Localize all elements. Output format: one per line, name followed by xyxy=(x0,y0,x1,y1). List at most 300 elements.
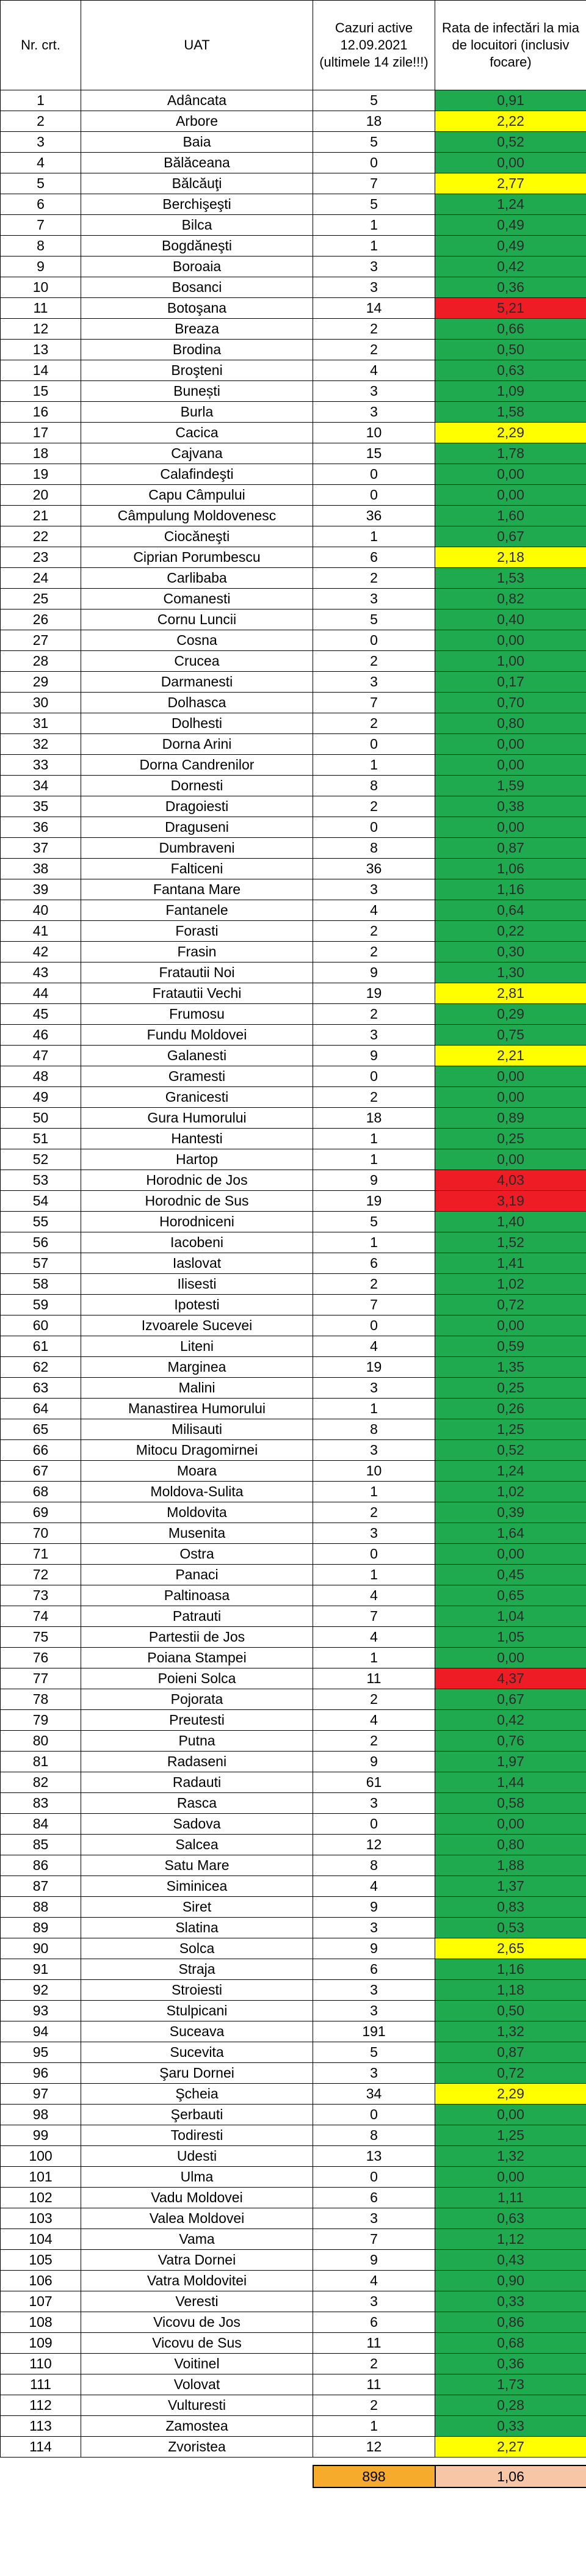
active-cases-cell[interactable]: 2 xyxy=(313,651,435,672)
active-cases-cell[interactable]: 19 xyxy=(313,1357,435,1378)
active-cases-cell[interactable]: 15 xyxy=(313,443,435,464)
infection-rate-cell[interactable]: 0,00 xyxy=(435,1544,586,1565)
uat-name-cell[interactable]: Ulma xyxy=(81,2167,313,2188)
infection-rate-cell[interactable]: 1,06 xyxy=(435,859,586,879)
infection-rate-cell[interactable]: 3,19 xyxy=(435,1191,586,1212)
active-cases-cell[interactable]: 1 xyxy=(313,1129,435,1149)
row-number-cell[interactable]: 80 xyxy=(1,1731,81,1752)
uat-name-cell[interactable]: Horodniceni xyxy=(81,1212,313,1232)
infection-rate-cell[interactable]: 0,00 xyxy=(435,1648,586,1668)
row-number-cell[interactable]: 59 xyxy=(1,1295,81,1315)
uat-name-cell[interactable]: Broşteni xyxy=(81,360,313,381)
infection-rate-cell[interactable]: 1,88 xyxy=(435,1855,586,1876)
active-cases-cell[interactable]: 3 xyxy=(313,2208,435,2229)
active-cases-cell[interactable]: 3 xyxy=(313,277,435,298)
active-cases-cell[interactable]: 2 xyxy=(313,796,435,817)
infection-rate-cell[interactable]: 1,35 xyxy=(435,1357,586,1378)
total-cases-cell[interactable]: 898 xyxy=(313,2465,435,2487)
row-number-cell[interactable]: 3 xyxy=(1,132,81,153)
infection-rate-cell[interactable]: 0,45 xyxy=(435,1565,586,1585)
uat-name-cell[interactable]: Bilca xyxy=(81,215,313,236)
row-number-cell[interactable]: 86 xyxy=(1,1855,81,1876)
active-cases-cell[interactable]: 2 xyxy=(313,2395,435,2416)
infection-rate-cell[interactable]: 1,52 xyxy=(435,1232,586,1253)
row-number-cell[interactable]: 1 xyxy=(1,90,81,111)
row-number-cell[interactable]: 88 xyxy=(1,1897,81,1918)
infection-rate-cell[interactable]: 0,42 xyxy=(435,257,586,277)
infection-rate-cell[interactable]: 1,64 xyxy=(435,1523,586,1544)
active-cases-cell[interactable]: 8 xyxy=(313,776,435,796)
infection-rate-cell[interactable]: 0,33 xyxy=(435,2416,586,2437)
uat-name-cell[interactable]: Vatra Moldovitei xyxy=(81,2271,313,2291)
row-number-cell[interactable]: 84 xyxy=(1,1814,81,1835)
row-number-cell[interactable]: 24 xyxy=(1,568,81,589)
row-number-cell[interactable]: 99 xyxy=(1,2125,81,2146)
row-number-cell[interactable]: 7 xyxy=(1,215,81,236)
row-number-cell[interactable]: 43 xyxy=(1,962,81,983)
infection-rate-cell[interactable]: 0,76 xyxy=(435,1731,586,1752)
uat-name-cell[interactable]: Crucea xyxy=(81,651,313,672)
infection-rate-cell[interactable]: 1,24 xyxy=(435,1461,586,1482)
active-cases-cell[interactable]: 1 xyxy=(313,215,435,236)
uat-name-cell[interactable]: Volovat xyxy=(81,2374,313,2395)
active-cases-cell[interactable]: 0 xyxy=(313,1315,435,1336)
infection-rate-cell[interactable]: 1,53 xyxy=(435,568,586,589)
active-cases-cell[interactable]: 3 xyxy=(313,402,435,423)
infection-rate-cell[interactable]: 1,05 xyxy=(435,1627,586,1648)
uat-name-cell[interactable]: Arbore xyxy=(81,111,313,132)
row-number-cell[interactable]: 91 xyxy=(1,1959,81,1980)
active-cases-cell[interactable]: 19 xyxy=(313,983,435,1004)
uat-name-cell[interactable]: Vatra Dornei xyxy=(81,2250,313,2271)
row-number-cell[interactable]: 93 xyxy=(1,2001,81,2021)
row-number-cell[interactable]: 89 xyxy=(1,1918,81,1938)
active-cases-cell[interactable]: 0 xyxy=(313,2167,435,2188)
uat-name-cell[interactable]: Mitocu Dragomirnei xyxy=(81,1440,313,1461)
infection-rate-cell[interactable]: 1,44 xyxy=(435,1772,586,1793)
row-number-cell[interactable]: 15 xyxy=(1,381,81,402)
infection-rate-cell[interactable]: 0,30 xyxy=(435,942,586,962)
uat-name-cell[interactable]: Şaru Dornei xyxy=(81,2063,313,2084)
active-cases-cell[interactable]: 3 xyxy=(313,2001,435,2021)
active-cases-cell[interactable]: 1 xyxy=(313,1482,435,1502)
active-cases-cell[interactable]: 8 xyxy=(313,838,435,859)
row-number-cell[interactable]: 9 xyxy=(1,257,81,277)
infection-rate-cell[interactable]: 1,02 xyxy=(435,1274,586,1295)
infection-rate-cell[interactable]: 0,87 xyxy=(435,838,586,859)
row-number-cell[interactable]: 73 xyxy=(1,1585,81,1606)
row-number-cell[interactable]: 63 xyxy=(1,1378,81,1399)
uat-name-cell[interactable]: Iaslovat xyxy=(81,1253,313,1274)
infection-rate-cell[interactable]: 2,21 xyxy=(435,1046,586,1066)
uat-name-cell[interactable]: Veresti xyxy=(81,2291,313,2312)
active-cases-cell[interactable]: 2 xyxy=(313,1502,435,1523)
infection-rate-cell[interactable]: 0,28 xyxy=(435,2395,586,2416)
active-cases-cell[interactable]: 6 xyxy=(313,547,435,568)
infection-rate-cell[interactable]: 0,38 xyxy=(435,796,586,817)
uat-name-cell[interactable]: Siminicea xyxy=(81,1876,313,1897)
row-number-cell[interactable]: 106 xyxy=(1,2271,81,2291)
uat-name-cell[interactable]: Stulpicani xyxy=(81,2001,313,2021)
active-cases-cell[interactable]: 4 xyxy=(313,1876,435,1897)
infection-rate-cell[interactable]: 2,29 xyxy=(435,2084,586,2105)
uat-name-cell[interactable]: Fundu Moldovei xyxy=(81,1025,313,1046)
infection-rate-cell[interactable]: 1,40 xyxy=(435,1212,586,1232)
active-cases-cell[interactable]: 2 xyxy=(313,1004,435,1025)
active-cases-cell[interactable]: 34 xyxy=(313,2084,435,2105)
infection-rate-cell[interactable]: 0,50 xyxy=(435,2001,586,2021)
infection-rate-cell[interactable]: 0,59 xyxy=(435,1336,586,1357)
infection-rate-cell[interactable]: 0,00 xyxy=(435,2105,586,2125)
row-number-cell[interactable]: 16 xyxy=(1,402,81,423)
row-number-cell[interactable]: 42 xyxy=(1,942,81,962)
infection-rate-cell[interactable]: 0,00 xyxy=(435,485,586,506)
uat-name-cell[interactable]: Paltinoasa xyxy=(81,1585,313,1606)
active-cases-cell[interactable]: 4 xyxy=(313,1710,435,1731)
uat-name-cell[interactable]: Adâncata xyxy=(81,90,313,111)
infection-rate-cell[interactable]: 0,00 xyxy=(435,1149,586,1170)
uat-name-cell[interactable]: Vicovu de Sus xyxy=(81,2333,313,2354)
uat-name-cell[interactable]: Poieni Solca xyxy=(81,1668,313,1689)
infection-rate-cell[interactable]: 0,22 xyxy=(435,921,586,942)
uat-name-cell[interactable]: Panaci xyxy=(81,1565,313,1585)
row-number-cell[interactable]: 19 xyxy=(1,464,81,485)
infection-rate-cell[interactable]: 0,17 xyxy=(435,672,586,693)
infection-rate-cell[interactable]: 0,72 xyxy=(435,1295,586,1315)
uat-name-cell[interactable]: Bunești xyxy=(81,381,313,402)
row-number-cell[interactable]: 94 xyxy=(1,2021,81,2042)
total-rate-cell[interactable]: 1,06 xyxy=(435,2465,586,2487)
active-cases-cell[interactable]: 18 xyxy=(313,111,435,132)
infection-rate-cell[interactable]: 0,49 xyxy=(435,215,586,236)
uat-name-cell[interactable]: Dumbraveni xyxy=(81,838,313,859)
infection-rate-cell[interactable]: 0,00 xyxy=(435,1315,586,1336)
uat-name-cell[interactable]: Cosna xyxy=(81,630,313,651)
active-cases-cell[interactable]: 10 xyxy=(313,423,435,443)
uat-name-cell[interactable]: Dragoiesti xyxy=(81,796,313,817)
uat-name-cell[interactable]: Fantana Mare xyxy=(81,879,313,900)
row-number-cell[interactable]: 45 xyxy=(1,1004,81,1025)
active-cases-cell[interactable]: 2 xyxy=(313,1274,435,1295)
infection-rate-cell[interactable]: 0,33 xyxy=(435,2291,586,2312)
uat-name-cell[interactable]: Moara xyxy=(81,1461,313,1482)
uat-name-cell[interactable]: Horodnic de Jos xyxy=(81,1170,313,1191)
active-cases-cell[interactable]: 4 xyxy=(313,900,435,921)
active-cases-cell[interactable]: 8 xyxy=(313,1419,435,1440)
active-cases-cell[interactable]: 0 xyxy=(313,1066,435,1087)
uat-name-cell[interactable]: Valea Moldovei xyxy=(81,2208,313,2229)
infection-rate-cell[interactable]: 0,63 xyxy=(435,2208,586,2229)
active-cases-cell[interactable]: 4 xyxy=(313,1336,435,1357)
uat-name-cell[interactable]: Burla xyxy=(81,402,313,423)
row-number-cell[interactable]: 6 xyxy=(1,194,81,215)
infection-rate-cell[interactable]: 1,37 xyxy=(435,1876,586,1897)
uat-name-cell[interactable]: Satu Mare xyxy=(81,1855,313,1876)
infection-rate-cell[interactable]: 2,29 xyxy=(435,423,586,443)
active-cases-cell[interactable]: 5 xyxy=(313,132,435,153)
active-cases-cell[interactable]: 1 xyxy=(313,1565,435,1585)
active-cases-cell[interactable]: 10 xyxy=(313,1461,435,1482)
infection-rate-cell[interactable]: 0,43 xyxy=(435,2250,586,2271)
uat-name-cell[interactable]: Stroiesti xyxy=(81,1980,313,2001)
active-cases-cell[interactable]: 7 xyxy=(313,693,435,713)
row-number-cell[interactable]: 108 xyxy=(1,2312,81,2333)
row-number-cell[interactable]: 69 xyxy=(1,1502,81,1523)
infection-rate-cell[interactable]: 1,60 xyxy=(435,506,586,526)
uat-name-cell[interactable]: Ciocăneşti xyxy=(81,526,313,547)
row-number-cell[interactable]: 79 xyxy=(1,1710,81,1731)
row-number-cell[interactable]: 96 xyxy=(1,2063,81,2084)
uat-name-cell[interactable]: Brodina xyxy=(81,340,313,360)
active-cases-cell[interactable]: 11 xyxy=(313,2374,435,2395)
uat-name-cell[interactable]: Poiana Stampei xyxy=(81,1648,313,1668)
row-number-cell[interactable]: 31 xyxy=(1,713,81,734)
uat-name-cell[interactable]: Voitinel xyxy=(81,2354,313,2374)
uat-name-cell[interactable]: Todiresti xyxy=(81,2125,313,2146)
header-uat[interactable]: UAT xyxy=(81,1,313,90)
uat-name-cell[interactable]: Dolhesti xyxy=(81,713,313,734)
uat-name-cell[interactable]: Liteni xyxy=(81,1336,313,1357)
row-number-cell[interactable]: 83 xyxy=(1,1793,81,1814)
uat-name-cell[interactable]: Rasca xyxy=(81,1793,313,1814)
row-number-cell[interactable]: 13 xyxy=(1,340,81,360)
infection-rate-cell[interactable]: 1,30 xyxy=(435,962,586,983)
active-cases-cell[interactable]: 2 xyxy=(313,713,435,734)
active-cases-cell[interactable]: 3 xyxy=(313,257,435,277)
active-cases-cell[interactable]: 9 xyxy=(313,1938,435,1959)
active-cases-cell[interactable]: 13 xyxy=(313,2146,435,2167)
uat-name-cell[interactable]: Suceava xyxy=(81,2021,313,2042)
row-number-cell[interactable]: 17 xyxy=(1,423,81,443)
row-number-cell[interactable]: 62 xyxy=(1,1357,81,1378)
row-number-cell[interactable]: 14 xyxy=(1,360,81,381)
active-cases-cell[interactable]: 7 xyxy=(313,1606,435,1627)
active-cases-cell[interactable]: 1 xyxy=(313,1399,435,1419)
uat-name-cell[interactable]: Malini xyxy=(81,1378,313,1399)
infection-rate-cell[interactable]: 1,58 xyxy=(435,402,586,423)
row-number-cell[interactable]: 72 xyxy=(1,1565,81,1585)
infection-rate-cell[interactable]: 1,32 xyxy=(435,2146,586,2167)
row-number-cell[interactable]: 64 xyxy=(1,1399,81,1419)
row-number-cell[interactable]: 70 xyxy=(1,1523,81,1544)
infection-rate-cell[interactable]: 0,65 xyxy=(435,1585,586,1606)
active-cases-cell[interactable]: 61 xyxy=(313,1772,435,1793)
row-number-cell[interactable]: 81 xyxy=(1,1752,81,1772)
row-number-cell[interactable]: 105 xyxy=(1,2250,81,2271)
active-cases-cell[interactable]: 3 xyxy=(313,2063,435,2084)
row-number-cell[interactable]: 5 xyxy=(1,173,81,194)
row-number-cell[interactable]: 12 xyxy=(1,319,81,340)
active-cases-cell[interactable]: 4 xyxy=(313,2271,435,2291)
active-cases-cell[interactable]: 1 xyxy=(313,236,435,257)
row-number-cell[interactable]: 30 xyxy=(1,693,81,713)
uat-name-cell[interactable]: Gura Humorului xyxy=(81,1108,313,1129)
row-number-cell[interactable]: 44 xyxy=(1,983,81,1004)
active-cases-cell[interactable]: 2 xyxy=(313,568,435,589)
row-number-cell[interactable]: 29 xyxy=(1,672,81,693)
active-cases-cell[interactable]: 9 xyxy=(313,2250,435,2271)
uat-name-cell[interactable]: Comanesti xyxy=(81,589,313,609)
uat-name-cell[interactable]: Radaseni xyxy=(81,1752,313,1772)
uat-name-cell[interactable]: Bogdăneşti xyxy=(81,236,313,257)
active-cases-cell[interactable]: 3 xyxy=(313,589,435,609)
uat-name-cell[interactable]: Vulturesti xyxy=(81,2395,313,2416)
infection-rate-cell[interactable]: 0,70 xyxy=(435,693,586,713)
uat-name-cell[interactable]: Baia xyxy=(81,132,313,153)
row-number-cell[interactable]: 28 xyxy=(1,651,81,672)
infection-rate-cell[interactable]: 0,67 xyxy=(435,1689,586,1710)
infection-rate-cell[interactable]: 1,73 xyxy=(435,2374,586,2395)
active-cases-cell[interactable]: 19 xyxy=(313,1191,435,1212)
uat-name-cell[interactable]: Cornu Luncii xyxy=(81,609,313,630)
infection-rate-cell[interactable]: 1,16 xyxy=(435,879,586,900)
infection-rate-cell[interactable]: 0,86 xyxy=(435,2312,586,2333)
active-cases-cell[interactable]: 0 xyxy=(313,1544,435,1565)
uat-name-cell[interactable]: Dornesti xyxy=(81,776,313,796)
active-cases-cell[interactable]: 5 xyxy=(313,609,435,630)
row-number-cell[interactable]: 4 xyxy=(1,153,81,173)
infection-rate-cell[interactable]: 0,00 xyxy=(435,734,586,755)
active-cases-cell[interactable]: 3 xyxy=(313,879,435,900)
infection-rate-cell[interactable]: 1,78 xyxy=(435,443,586,464)
infection-rate-cell[interactable]: 0,25 xyxy=(435,1129,586,1149)
active-cases-cell[interactable]: 0 xyxy=(313,464,435,485)
uat-name-cell[interactable]: Milisauti xyxy=(81,1419,313,1440)
row-number-cell[interactable]: 40 xyxy=(1,900,81,921)
row-number-cell[interactable]: 100 xyxy=(1,2146,81,2167)
infection-rate-cell[interactable]: 1,41 xyxy=(435,1253,586,1274)
row-number-cell[interactable]: 101 xyxy=(1,2167,81,2188)
infection-rate-cell[interactable]: 0,87 xyxy=(435,2042,586,2063)
infection-rate-cell[interactable]: 1,16 xyxy=(435,1959,586,1980)
row-number-cell[interactable]: 75 xyxy=(1,1627,81,1648)
infection-rate-cell[interactable]: 0,36 xyxy=(435,277,586,298)
infection-rate-cell[interactable]: 1,25 xyxy=(435,2125,586,2146)
row-number-cell[interactable]: 90 xyxy=(1,1938,81,1959)
infection-rate-cell[interactable]: 1,25 xyxy=(435,1419,586,1440)
active-cases-cell[interactable]: 1 xyxy=(313,1149,435,1170)
infection-rate-cell[interactable]: 0,00 xyxy=(435,2167,586,2188)
row-number-cell[interactable]: 58 xyxy=(1,1274,81,1295)
uat-name-cell[interactable]: Straja xyxy=(81,1959,313,1980)
uat-name-cell[interactable]: Bălăceana xyxy=(81,153,313,173)
row-number-cell[interactable]: 8 xyxy=(1,236,81,257)
active-cases-cell[interactable]: 9 xyxy=(313,1170,435,1191)
row-number-cell[interactable]: 55 xyxy=(1,1212,81,1232)
row-number-cell[interactable]: 107 xyxy=(1,2291,81,2312)
uat-name-cell[interactable]: Slatina xyxy=(81,1918,313,1938)
infection-rate-cell[interactable]: 0,90 xyxy=(435,2271,586,2291)
infection-rate-cell[interactable]: 0,40 xyxy=(435,609,586,630)
active-cases-cell[interactable]: 191 xyxy=(313,2021,435,2042)
active-cases-cell[interactable]: 18 xyxy=(313,1108,435,1129)
active-cases-cell[interactable]: 2 xyxy=(313,340,435,360)
row-number-cell[interactable]: 48 xyxy=(1,1066,81,1087)
row-number-cell[interactable]: 56 xyxy=(1,1232,81,1253)
row-number-cell[interactable]: 27 xyxy=(1,630,81,651)
uat-name-cell[interactable]: Frasin xyxy=(81,942,313,962)
uat-name-cell[interactable]: Ipotesti xyxy=(81,1295,313,1315)
uat-name-cell[interactable]: Manastirea Humorului xyxy=(81,1399,313,1419)
uat-name-cell[interactable]: Cacica xyxy=(81,423,313,443)
row-number-cell[interactable]: 33 xyxy=(1,755,81,776)
active-cases-cell[interactable]: 2 xyxy=(313,319,435,340)
infection-rate-cell[interactable]: 1,12 xyxy=(435,2229,586,2250)
active-cases-cell[interactable]: 3 xyxy=(313,1440,435,1461)
active-cases-cell[interactable]: 3 xyxy=(313,1523,435,1544)
row-number-cell[interactable]: 34 xyxy=(1,776,81,796)
infection-rate-cell[interactable]: 1,00 xyxy=(435,651,586,672)
active-cases-cell[interactable]: 3 xyxy=(313,1918,435,1938)
uat-name-cell[interactable]: Falticeni xyxy=(81,859,313,879)
row-number-cell[interactable]: 51 xyxy=(1,1129,81,1149)
uat-name-cell[interactable]: Breaza xyxy=(81,319,313,340)
active-cases-cell[interactable]: 36 xyxy=(313,859,435,879)
infection-rate-cell[interactable]: 0,25 xyxy=(435,1378,586,1399)
uat-name-cell[interactable]: Vama xyxy=(81,2229,313,2250)
active-cases-cell[interactable]: 0 xyxy=(313,734,435,755)
infection-rate-cell[interactable]: 0,89 xyxy=(435,1108,586,1129)
infection-rate-cell[interactable]: 0,52 xyxy=(435,1440,586,1461)
uat-name-cell[interactable]: Galanesti xyxy=(81,1046,313,1066)
active-cases-cell[interactable]: 5 xyxy=(313,2042,435,2063)
uat-name-cell[interactable]: Şerbauti xyxy=(81,2105,313,2125)
uat-name-cell[interactable]: Patrauti xyxy=(81,1606,313,1627)
active-cases-cell[interactable]: 11 xyxy=(313,1668,435,1689)
uat-name-cell[interactable]: Calafindeşti xyxy=(81,464,313,485)
row-number-cell[interactable]: 78 xyxy=(1,1689,81,1710)
uat-name-cell[interactable]: Şcheia xyxy=(81,2084,313,2105)
infection-rate-cell[interactable]: 0,00 xyxy=(435,1066,586,1087)
uat-name-cell[interactable]: Preutesti xyxy=(81,1710,313,1731)
row-number-cell[interactable]: 61 xyxy=(1,1336,81,1357)
uat-name-cell[interactable]: Botoşana xyxy=(81,298,313,319)
active-cases-cell[interactable]: 2 xyxy=(313,1087,435,1108)
infection-rate-cell[interactable]: 0,68 xyxy=(435,2333,586,2354)
row-number-cell[interactable]: 112 xyxy=(1,2395,81,2416)
row-number-cell[interactable]: 36 xyxy=(1,817,81,838)
active-cases-cell[interactable]: 12 xyxy=(313,2437,435,2458)
uat-name-cell[interactable]: Forasti xyxy=(81,921,313,942)
active-cases-cell[interactable]: 5 xyxy=(313,1212,435,1232)
infection-rate-cell[interactable]: 0,00 xyxy=(435,153,586,173)
infection-rate-cell[interactable]: 2,65 xyxy=(435,1938,586,1959)
infection-rate-cell[interactable]: 0,66 xyxy=(435,319,586,340)
active-cases-cell[interactable]: 2 xyxy=(313,1689,435,1710)
active-cases-cell[interactable]: 1 xyxy=(313,755,435,776)
infection-rate-cell[interactable]: 0,80 xyxy=(435,713,586,734)
row-number-cell[interactable]: 35 xyxy=(1,796,81,817)
infection-rate-cell[interactable]: 0,58 xyxy=(435,1793,586,1814)
row-number-cell[interactable]: 87 xyxy=(1,1876,81,1897)
row-number-cell[interactable]: 54 xyxy=(1,1191,81,1212)
active-cases-cell[interactable]: 36 xyxy=(313,506,435,526)
infection-rate-cell[interactable]: 0,29 xyxy=(435,1004,586,1025)
uat-name-cell[interactable]: Bălcăuţi xyxy=(81,173,313,194)
infection-rate-cell[interactable]: 0,63 xyxy=(435,360,586,381)
uat-name-cell[interactable]: Marginea xyxy=(81,1357,313,1378)
infection-rate-cell[interactable]: 1,59 xyxy=(435,776,586,796)
active-cases-cell[interactable]: 11 xyxy=(313,2333,435,2354)
active-cases-cell[interactable]: 1 xyxy=(313,1648,435,1668)
infection-rate-cell[interactable]: 1,02 xyxy=(435,1482,586,1502)
uat-name-cell[interactable]: Solca xyxy=(81,1938,313,1959)
uat-name-cell[interactable]: Dolhasca xyxy=(81,693,313,713)
row-number-cell[interactable]: 18 xyxy=(1,443,81,464)
infection-rate-cell[interactable]: 0,36 xyxy=(435,2354,586,2374)
row-number-cell[interactable]: 25 xyxy=(1,589,81,609)
infection-rate-cell[interactable]: 0,53 xyxy=(435,1918,586,1938)
